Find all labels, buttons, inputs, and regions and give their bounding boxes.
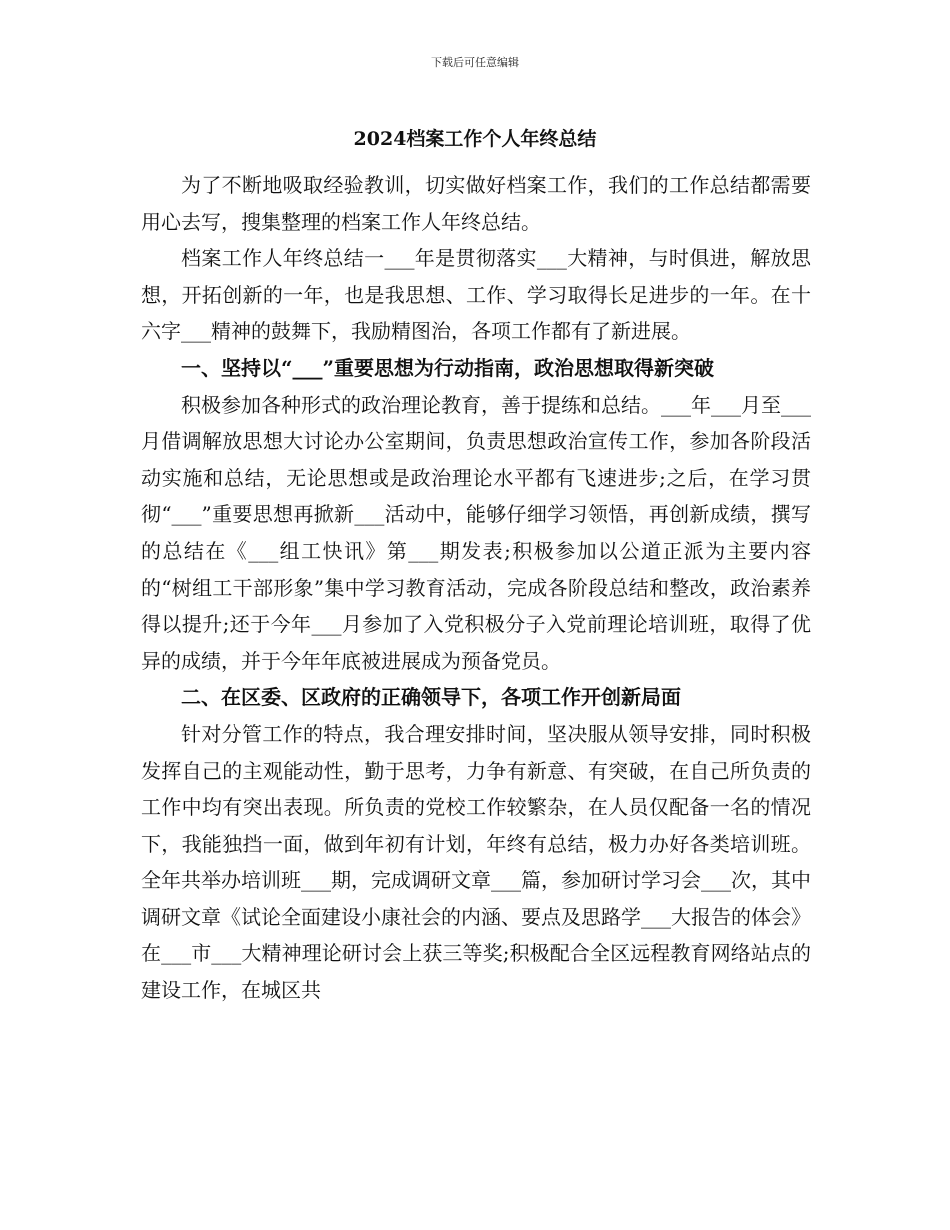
- document-body: [141, 167, 811, 1009]
- paragraph-intro: 为了不断地吸取经验教训，切实做好档案工作，我们的工作总结都需要用心去写，搜集整理的档案工作人年终总结。: [141, 173, 811, 234]
- section-heading-2: 二、在区委、区政府的正确领导下，各项工作开创新局面: [181, 685, 681, 710]
- paragraph-summary-opening: 档案工作人年终总结一___年是贯彻落实___大精神，与时俱进，解放思想，开拓创新的一年，也是我思想、工作、学习取得长足进步的一年。在十六字___精神的鼓舞下，我励精图治，各项工作都有了新进展。: [141, 246, 811, 344]
- document-title: 2024档案工作个人年终总结: [353, 128, 597, 150]
- paragraph-work-progress: 针对分管工作的特点，我合理安排时间，坚决服从领导安排，同时积极发挥自己的主观能动性，勤于思考，力争有新意、有突破，在自己所负责的工作中均有突出表现。所负责的党校工作较繁杂，在人员仅配备一名的情况下，我能独挡一面，做到年初有计划，年终有总结，极力办好各类培训班。全年共举办培训班___期，完成调研文章___篇，参加研讨学习会___次，其中调研文章《试论全面建设小康社会的内涵、要点及思路学___大报告的体会》在___市___大精神理论研讨会上获三等奖;积极配合全区远程教育网络站点的建设工作，在城区共: [141, 721, 811, 1003]
- section-heading-1: 一、坚持以“___”重要思想为行动指南，政治思想取得新突破: [181, 355, 715, 380]
- header-note: 下载后可任意编辑: [431, 56, 519, 69]
- paragraph-political-study: 积极参加各种形式的政治理论教育，善于提练和总结。___年___月至___月借调解放思想大讨论办公室期间，负责思想政治宣传工作，参加各阶段活动实施和总结，无论思想或是政治理论水平都有飞速进步;之后，在学习贯彻“___”重要思想再掀新___活动中，能够仔细学习领悟，再创新成绩，撰写的总结在《___组工快讯》第___期发表;积极参加以公道正派为主要内容的“树组工干部形象”集中学习教育活动，完成各阶段总结和整改，政治素养得以提升;还于今年___月参加了入党积极分子入党前理论培训班，取得了优异的成绩，并于今年年底被进展成为预备党员。: [141, 392, 811, 673]
